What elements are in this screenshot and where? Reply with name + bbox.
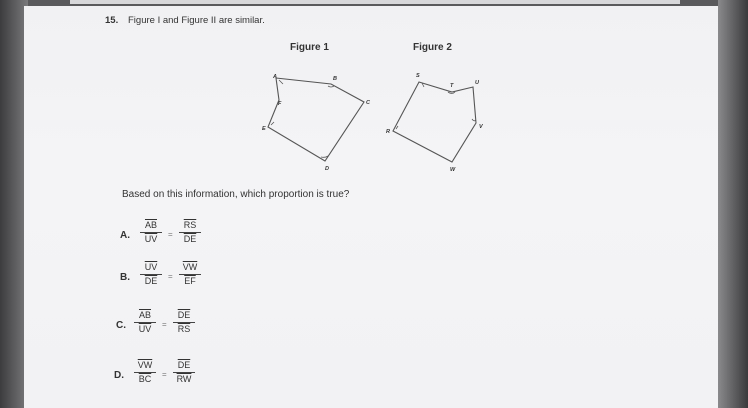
figure-2-label: Figure 2 <box>413 42 452 53</box>
choice-a[interactable] <box>120 220 220 254</box>
vertex-label-t: T <box>450 83 454 89</box>
fraction-left: $\frac{\overline{VW}}{BC}$ <box>132 360 158 385</box>
fraction-right: $\frac{\overline{VW}}{EF}$ <box>177 262 203 287</box>
choice-letter: C. <box>116 320 126 331</box>
angle-mark <box>279 80 283 84</box>
vertex-label-d: D <box>325 166 329 172</box>
equals-sign: = <box>162 370 167 379</box>
figure-1-label: Figure 1 <box>290 42 329 53</box>
vertex-label-s: S <box>416 73 420 79</box>
equals-sign: = <box>162 320 167 329</box>
fraction-left: $\frac{\overline{AB}}{UV}$ <box>132 310 158 335</box>
vertex-label-a: A <box>273 74 277 80</box>
vertex-label-e: E <box>262 126 266 132</box>
figure-1-polygon <box>268 78 364 161</box>
question-text: Figure I and Figure II are similar. <box>128 15 265 26</box>
figure-2-polygon <box>393 82 476 162</box>
choice-letter: B. <box>120 272 130 283</box>
choice-d[interactable] <box>114 360 214 394</box>
vertex-label-w: W <box>450 167 456 173</box>
similar-figures-diagram <box>24 6 718 186</box>
photo-top-strip <box>70 0 680 4</box>
choice-c[interactable] <box>116 310 216 344</box>
choice-letter: D. <box>114 370 124 381</box>
vertex-label-f: F <box>278 101 282 107</box>
vertex-label-u: U <box>475 80 479 86</box>
fraction-right: $\frac{\overline{RS}}{DE}$ <box>177 220 203 245</box>
fraction-right: $\frac{\overline{DE}}{RS}$ <box>171 310 197 335</box>
fraction-left: $\frac{\overline{AB}}{UV}$ <box>138 220 164 245</box>
angle-mark <box>396 126 398 129</box>
angle-mark <box>328 86 334 87</box>
fraction-right: $\frac{\overline{DE}}{RW}$ <box>171 360 197 385</box>
vertex-label-c: C <box>366 100 370 106</box>
vertex-label-v: V <box>479 124 483 130</box>
fraction-left: $\frac{\overline{UV}}{DE}$ <box>138 262 164 287</box>
equals-sign: = <box>168 272 173 281</box>
question-prompt: Based on this information, which proportion is true? <box>122 189 350 200</box>
question-number: 15. <box>105 15 119 26</box>
choice-b[interactable] <box>120 262 220 296</box>
vertex-label-r: R <box>386 129 390 135</box>
angle-mark <box>271 122 274 125</box>
worksheet-paper <box>24 6 718 408</box>
vertex-label-b: B <box>333 76 337 82</box>
choice-letter: A. <box>120 230 130 241</box>
photo-edge-right <box>718 0 748 408</box>
equals-sign: = <box>168 230 173 239</box>
